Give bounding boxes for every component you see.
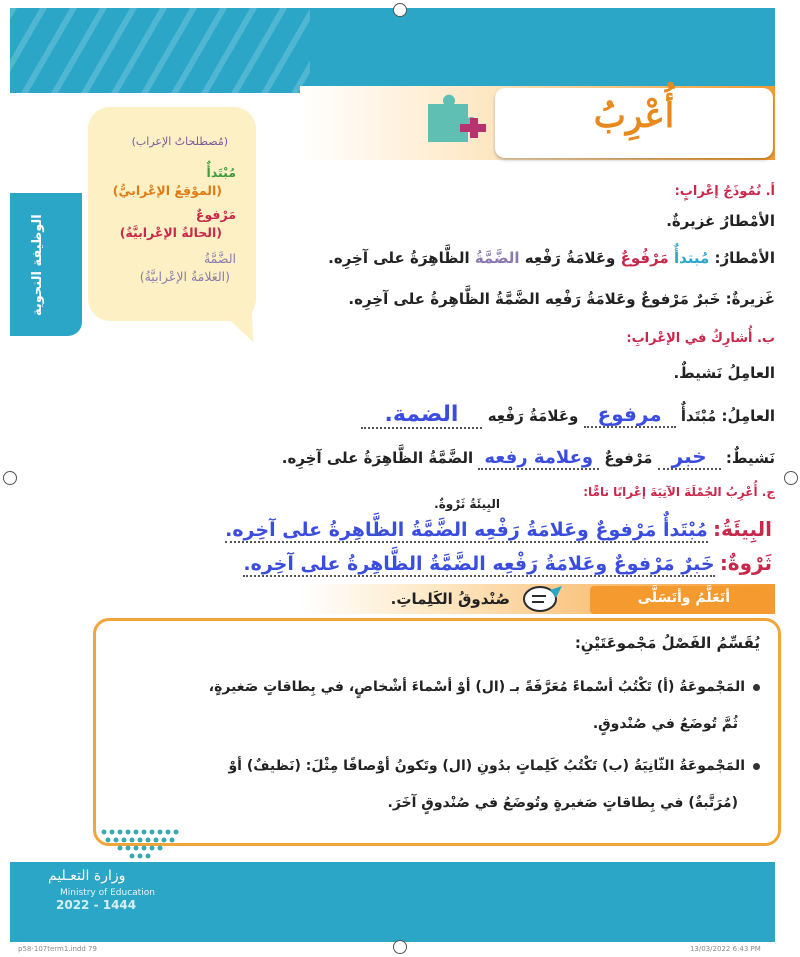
answer1-word: البِيئَةُ: — [713, 517, 772, 541]
bullet-dot — [753, 684, 760, 691]
row1-answer-marfoo[interactable]: مرفوع — [584, 402, 676, 428]
row2-mid: مَرْفوعٌ — [604, 449, 653, 467]
section-b-row2 — [282, 444, 775, 470]
section-a-line2: غَزيرةٌ: خَبرٌ مَرْفوعٌ وعَلامَةُ رَفْعِه الضَّمَّةُ الظَّاهِرةُ على آخِرِه. — [348, 290, 775, 308]
learn-bullet1-b: ثُمَّ تُوضَعُ في صُنْدوقٍ. — [592, 716, 738, 732]
section-a-heading: أ. نُمُوذَجُ إعْرابٍ: — [674, 184, 775, 199]
bullet2-line-a: المَجْموعَةُ الثّانِيَةُ (ب) تَكْتُبُ كَلِماتٍ بدُونِ (ال) وتَكونُ أوْصافًا مِثْلَ: (نَظيفٌ) أوْ — [228, 758, 745, 774]
puzzle-icon — [420, 94, 490, 152]
row2-end: الضَّمَّةُ الظَّاهِرَةُ على آخِرِه. — [281, 449, 474, 467]
line1-mubtada: مُبتدأٌ — [673, 249, 710, 267]
line1-damma: الضَّمَّةُ — [474, 249, 520, 267]
answer1-text[interactable]: مُبْتَدأٌ مَرْفوعٌ وعَلامَةُ رَفْعِه الضَّمَّةُ الظَّاهِرةُ على آخِره. — [225, 519, 708, 541]
term-damma: الضَّمَّةُ — [203, 251, 236, 266]
top-banner — [10, 8, 775, 93]
term-marfoo: مَرْفوعٌ — [195, 207, 236, 222]
learn-title: صُنْدوقُ الكَلِماتِ. — [390, 590, 510, 608]
section-a-line1 — [328, 249, 775, 267]
section-a-sentence: الأمْطارُ غزيرةٌ. — [666, 212, 775, 230]
page-year: 2022 - 1444 — [56, 898, 137, 912]
side-tab[interactable] — [10, 193, 82, 336]
learn-label: أتَعَلَّمُ وأتَسَلَّى — [637, 590, 730, 606]
section-c-answer1 — [225, 517, 772, 543]
row2-answer-alama[interactable]: وعلامة رفعه — [478, 447, 599, 470]
line1-end: الظَّاهِرَةُ على آخِرِه. — [328, 249, 470, 267]
learn-bullet2 — [228, 758, 760, 774]
row1-answer-damma[interactable]: الضمة. — [361, 402, 483, 429]
footer-date: 13/03/2022 6:43 PM — [690, 945, 761, 953]
learn-box — [93, 618, 781, 846]
bullet1-line-a: المَجْموعَةُ (أ) تَكْتُبُ أسْماءً مُعَرَّفَةً بـ (ال) أوْ أسْماءَ أشْخاصٍ، في بِطاقاتٍ صَغيرةٍ، — [208, 679, 745, 695]
learn-bullet1 — [209, 679, 760, 695]
term-mubtada: مُبْتَدأٌ — [206, 165, 236, 180]
ministry-name-en: Ministry of Education — [60, 888, 155, 898]
registration-mark-top — [393, 3, 407, 17]
side-tab-label: الوظيفة النحوية — [30, 214, 45, 316]
ministry-name: وزارة التعـليم — [48, 868, 126, 884]
learn-label-box — [590, 586, 770, 614]
row2-answer-khabar[interactable]: خبر — [658, 444, 721, 470]
term-damma-desc: (العَلامَةُ الإعْرابيَّةُ) — [139, 269, 230, 284]
bullet-dot — [753, 763, 760, 770]
term-mubtada-desc: (الموْقِعُ الإعْرابيُّ) — [112, 183, 222, 198]
row1-label: العامِلُ: مُبْتَدأٌ — [680, 407, 775, 425]
ministry-logo-mark — [98, 826, 190, 860]
line1-prefix: الأمْطارُ: — [714, 249, 775, 267]
registration-mark-left — [3, 471, 17, 485]
term-marfoo-desc: (الحالةُ الإعْرابيَّةُ) — [119, 225, 222, 240]
learn-bullet2-b: (مُرَتَّبةٌ) في بِطاقاتٍ صَغيرةٍ وتُوضَعُ في صُنْدوقٍ آخَرَ. — [387, 795, 738, 811]
line1-mid: وعَلامَةُ رَفْعِه — [524, 249, 616, 267]
learn-intro: يُقَسِّمُ الفَصْلُ مَجْموعَتَيْنِ: — [574, 634, 760, 652]
section-b-sentence: العامِلُ نَشيطٌ. — [673, 364, 775, 382]
section-c-answer2 — [243, 551, 772, 577]
section-c-sentence: البِيئَةُ ثَرْوةٌ. — [434, 497, 500, 511]
section-c-heading: ج. أُعْرِبُ الجُمْلَةَ الآتِيَةَ إعْرابًا تامًّا: — [583, 485, 775, 499]
chat-icon — [520, 584, 564, 614]
answer2-word: ثَرْوةٌ: — [719, 551, 772, 575]
section-b-row1 — [361, 402, 775, 429]
section-b-heading: ب. أُشارِكُ في الإعْرابِ: — [626, 331, 775, 346]
footer-file: p58-107term1.indd 79 — [18, 945, 97, 953]
line1-marfoo: مَرْفُوعٌ — [620, 249, 669, 267]
registration-mark-right — [784, 471, 798, 485]
answer2-text[interactable]: خَبرٌ مَرْفوعٌ وعَلامَةُ رَفْعِه الضَّمَّةُ الظَّاهِرةُ على آخِره. — [243, 553, 715, 575]
terms-card — [88, 107, 256, 321]
row1-mid: وعَلامَةُ رَفْعِه — [487, 407, 579, 425]
terms-heading: (مُصطلحاتُ الإعراب) — [131, 135, 228, 148]
page-title: أُعْرِبُ — [593, 96, 675, 136]
registration-mark-bottom — [393, 940, 407, 954]
row2-label: نَشيطٌ: — [725, 449, 775, 467]
